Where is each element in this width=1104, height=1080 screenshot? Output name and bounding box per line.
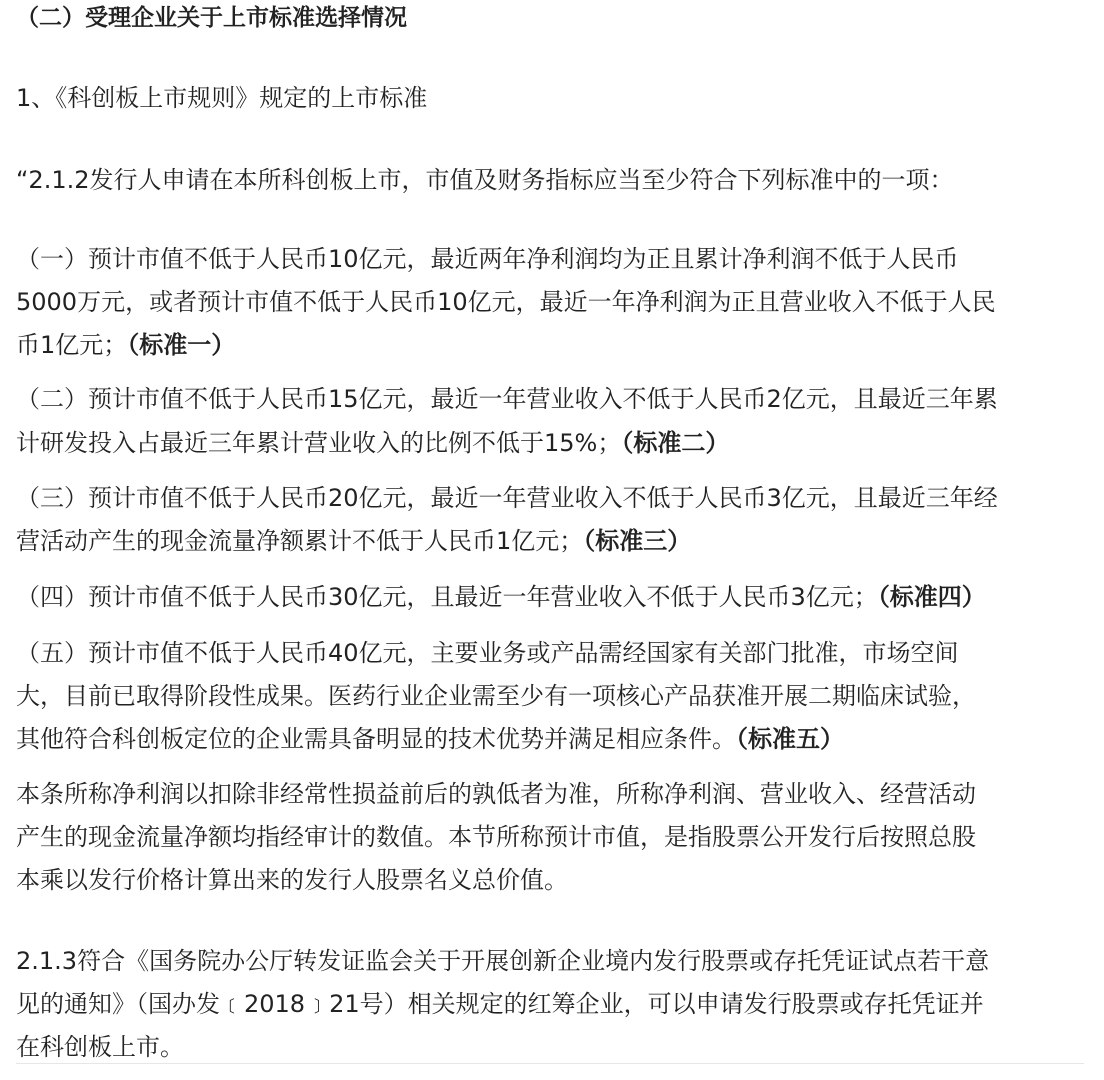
standard-3-text: 营活动产生的现金流量净额累计不低于人民币1亿元； [16, 527, 584, 555]
standard-5-text: 其他符合科创板定位的企业需具备明显的技术优势并满足相应条件。 [16, 725, 736, 753]
standard-2-tag: （标准二） [621, 429, 730, 457]
standard-3-tag: （标准三） [583, 527, 692, 555]
rule-212-intro: “2.1.2发行人申请在本所科创板上市，市值及财务指标应当至少符合下列标准中的一项： [16, 166, 954, 194]
standard-2-text: 计研发投入占最近三年累计营业收入的比例不低于15%； [16, 429, 622, 457]
subheading: 1、《科创板上市规则》规定的上市标准 [16, 84, 428, 112]
standard-4-line [16, 581, 986, 613]
standard-1-line: 5000万元，或者预计市值不低于人民币10亿元，最近一年净利润为正且营业收入不低于人民 [16, 288, 996, 316]
standard-2-line: （二）预计市值不低于人民币15亿元，最近一年营业收入不低于人民币2亿元，且最近三年累 [16, 385, 998, 413]
standard-4-text: （四）预计市值不低于人民币30亿元，且最近一年营业收入不低于人民币3亿元； [16, 583, 878, 611]
note-line: 本乘以发行价格计算出来的发行人股票名义总价值。 [16, 866, 568, 894]
standard-4-tag: （标准四） [877, 583, 986, 611]
rule-213-line: 2.1.3符合《国务院办公厅转发证监会关于开展创新企业境内发行股票或存托凭证试点若干意 [16, 947, 990, 975]
standard-1-text: 币1亿元； [16, 331, 128, 359]
standard-5-line: （五）预计市值不低于人民币40亿元，主要业务或产品需经国家有关部门批准，市场空间 [16, 639, 959, 667]
bottom-divider [16, 1063, 1084, 1064]
standard-1-line [16, 329, 235, 361]
standard-3-line: （三）预计市值不低于人民币20亿元，最近一年营业收入不低于人民币3亿元，且最近三年经 [16, 484, 998, 512]
standard-5-line: 大，目前已取得阶段性成果。医药行业企业需至少有一项核心产品获准开展二期临床试验， [16, 682, 976, 710]
note-line: 产生的现金流量净额均指经审计的数值。本节所称预计市值，是指股票公开发行后按照总股 [16, 823, 976, 851]
standard-1-line: （一）预计市值不低于人民币10亿元，最近两年净利润均为正且累计净利润不低于人民币 [16, 245, 959, 273]
rule-213-line: 见的通知》（国办发﹝2018﹞21号）相关规定的红筹企业，可以申请发行股票或存托凭证并 [16, 990, 984, 1018]
standard-5-tag: （标准五） [736, 725, 844, 753]
note-line: 本条所称净利润以扣除非经常性损益前后的孰低者为准，所称净利润、营业收入、经营活动 [16, 780, 976, 808]
standard-2-line [16, 427, 729, 459]
standard-3-line [16, 525, 691, 557]
section-heading: （二）受理企业关于上市标准选择情况 [16, 5, 407, 31]
standard-1-tag: （标准一） [127, 331, 236, 359]
standard-5-line [16, 723, 844, 755]
rule-213-line: 在科创板上市。 [16, 1033, 184, 1061]
